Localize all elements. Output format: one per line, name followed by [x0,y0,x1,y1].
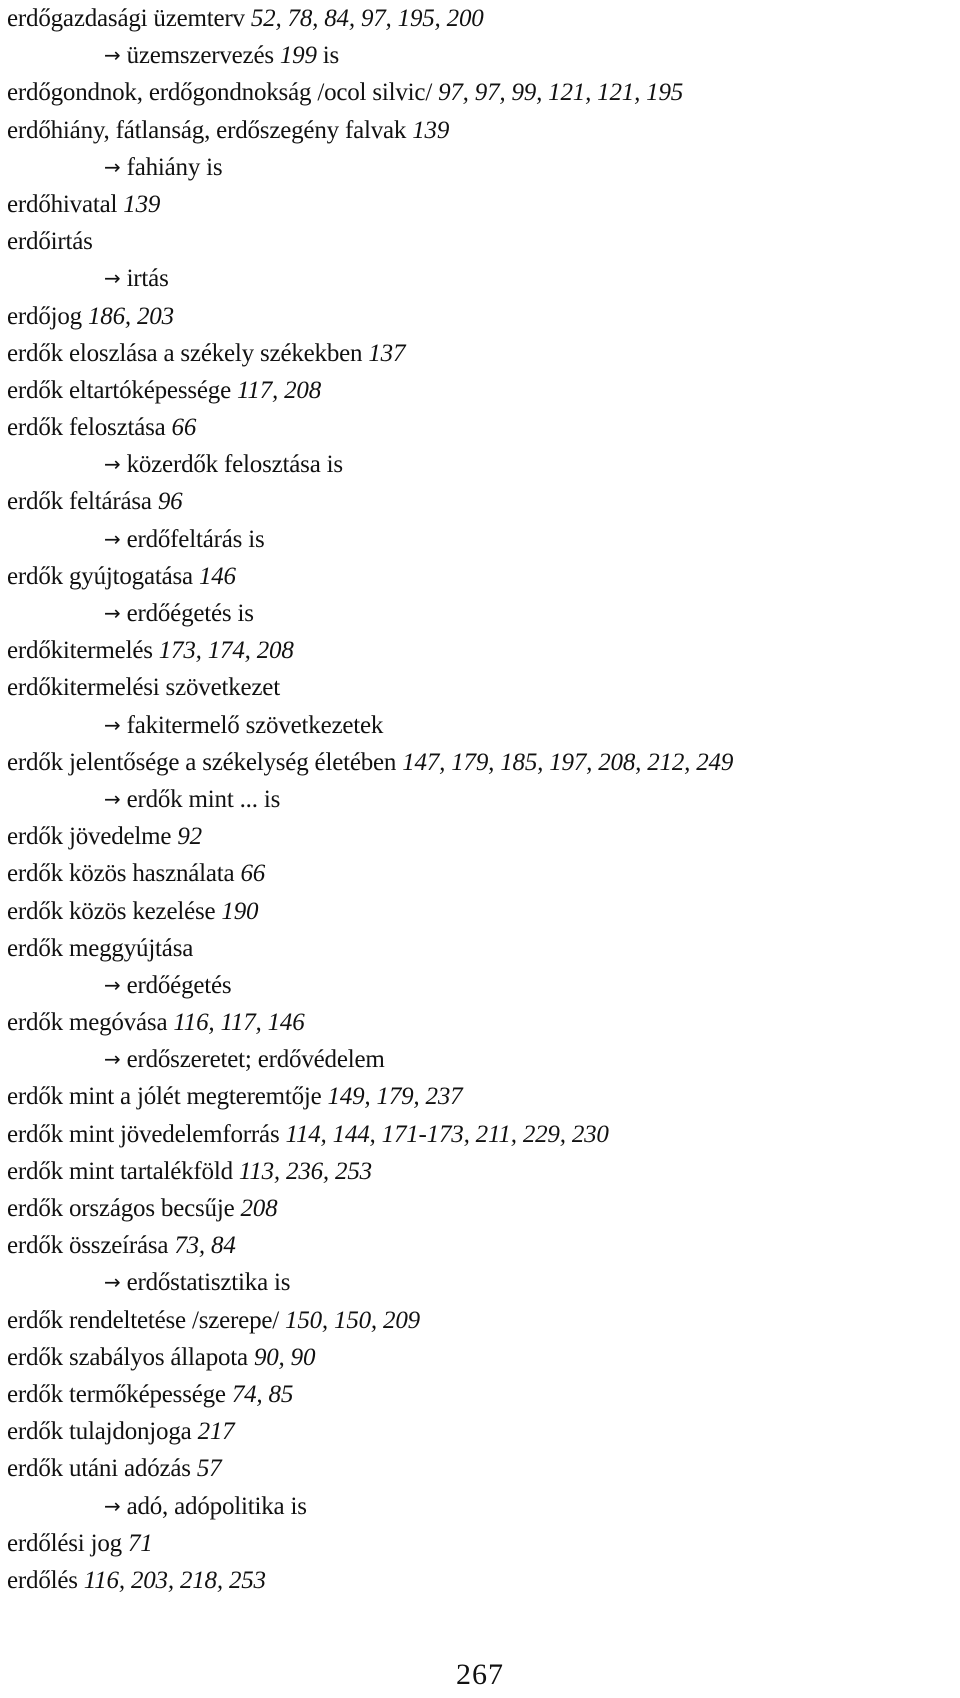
index-term: erdők jelentősége a székelység életében [7,748,397,776]
page-references: 57 [196,1455,222,1483]
arrow-right-icon: → [104,1270,121,1295]
cross-reference-entry [7,781,952,818]
index-term: erdőstatisztika is [126,1269,291,1297]
index-term: fakitermelő szövetkezetek [126,711,384,739]
index-entry [7,372,952,409]
index-term: erdők eloszlása a székely székekben [7,339,363,367]
arrow-right-icon: → [104,1493,121,1518]
arrow-right-icon: → [104,154,121,179]
page-references: 146 [198,562,236,590]
page-references: 147, 179, 185, 197, 208, 212, 249 [402,748,734,776]
index-entry [7,1227,952,1264]
index-term: erdők feltárása [7,488,152,516]
index-entry [7,1562,952,1599]
arrow-right-icon: → [104,786,121,811]
index-entry [7,669,952,706]
index-term: erdők mint a jólét megteremtője [7,1083,322,1111]
index-term: erdők rendeltetése /szerepe/ [7,1306,280,1334]
page-references: 71 [127,1529,153,1557]
page-references: 117, 208 [236,376,322,404]
cross-reference-entry [7,260,952,297]
index-term: erdőlési jog [7,1529,122,1557]
index-entry [7,632,952,669]
cross-reference-entry [7,1264,952,1301]
index-entry [7,483,952,520]
index-entry [7,335,952,372]
index-term: erdők közös használata [7,860,235,888]
cross-reference-entry [7,595,952,632]
index-term: erdőszeretet; erdővédelem [126,1046,385,1074]
arrow-right-icon: → [104,266,121,291]
page-number: 267 [456,1658,504,1691]
index-entry [7,558,952,595]
page-references: 199 [279,42,317,70]
index-term: erdők gyújtogatása [7,562,193,590]
page-references: 208 [240,1195,278,1222]
index-entry [7,1339,952,1376]
index-entry [7,1116,952,1153]
index-entry [7,223,952,260]
index-entry [7,112,952,149]
index-term: erdők megóvása [7,1009,168,1037]
index-entry [7,1450,952,1487]
index-term: erdők jövedelme [7,823,172,851]
index-term: erdők meggyújtása [7,934,194,962]
index-term: erdőjog [7,302,82,330]
index-entry [7,855,952,892]
page-references: 74, 85 [231,1380,294,1408]
page-references: 149, 179, 237 [327,1083,463,1111]
page-references: 113, 236, 253 [238,1157,372,1185]
index-term: erdőkitermelési szövetkezet [7,674,280,702]
cross-reference-entry [7,521,952,558]
cross-reference-entry [7,967,952,1004]
page-references: 217 [197,1418,235,1446]
index-term: üzemszervezés [126,42,274,70]
index-entry [7,1302,952,1339]
index-term: erdők mint ... is [126,785,281,813]
index-term: erdőirtás [7,228,93,256]
page-references: 52, 78, 84, 97, 195, 200 [250,5,484,32]
page-references: 139 [412,116,450,144]
index-term: erdők országos becsűje [7,1195,235,1222]
index-entry-list [7,0,952,1599]
index-term: erdők mint jövedelemforrás [7,1120,280,1148]
index-entry [7,74,952,111]
page-references: 190 [221,897,259,925]
index-entry [7,0,952,37]
index-entry [7,744,952,781]
cross-reference-entry [7,707,952,744]
page-references: 97, 97, 99, 121, 121, 195 [438,79,684,107]
index-term: adó, adópolitika is [126,1492,307,1520]
cross-reference-entry [7,37,952,74]
index-term: közerdők felosztása is [126,451,343,479]
page-references: 92 [177,823,202,851]
page-references: 116, 117, 146 [173,1009,305,1037]
index-term: erdők szabályos állapota [7,1343,248,1371]
page-references: 150, 150, 209 [285,1306,420,1334]
page-references: 116, 203, 218, 253 [83,1566,266,1594]
index-term: irtás [126,265,169,293]
arrow-right-icon: → [104,972,121,997]
index-entry [7,298,952,335]
index-term: erdők tulajdonjoga [7,1418,192,1446]
index-entry [7,409,952,446]
page-references: 66 [171,414,197,442]
arrow-right-icon: → [104,1047,121,1072]
index-term: erdők felosztása [7,414,166,442]
index-term: erdőkitermelés [7,637,153,665]
index-entry [7,818,952,855]
index-entry [7,1413,952,1450]
index-entry [7,1376,952,1413]
page-references: 90, 90 [253,1343,316,1371]
index-term: erdőhiány, fátlanság, erdőszegény falvak [7,116,407,144]
index-entry [7,186,952,223]
index-entry [7,930,952,967]
index-entry [7,1078,952,1115]
page-references: 73, 84 [174,1232,236,1260]
arrow-right-icon: → [104,601,121,625]
index-term: erdőhivatal [7,190,118,218]
index-entry [7,1190,952,1227]
arrow-right-icon: → [104,526,121,551]
cross-reference-entry [7,1488,952,1525]
page-references: 139 [123,190,161,218]
index-term: erdőgazdasági üzemterv [7,5,245,32]
index-term: erdők közös kezelése [7,897,216,925]
arrow-right-icon: → [104,43,121,68]
arrow-right-icon: → [104,712,121,737]
cross-reference-entry [7,149,952,186]
cross-reference-entry [7,1041,952,1078]
index-term: erdők utáni adózás [7,1455,191,1483]
index-term: fahiány is [126,153,223,181]
index-term: erdők összeírása [7,1232,169,1260]
index-term: erdők eltartóképessége [7,376,231,404]
index-term: erdőfeltárás is [126,525,265,553]
index-term: erdők termőképessége [7,1380,226,1408]
index-term: erdőlés [7,1566,78,1594]
page-references: 186, 203 [87,302,174,330]
index-term: erdők mint tartalékföld [7,1157,233,1185]
index-term: erdőégetés is [126,600,254,627]
cross-reference-entry [7,446,952,483]
arrow-right-icon: → [104,452,121,477]
page-references: 137 [368,339,406,367]
page-references: 66 [240,860,266,888]
page-references: 96 [157,488,183,516]
index-term: erdőégetés [126,971,232,999]
index-entry [7,893,952,930]
index-entry [7,1525,952,1562]
page-references: 173, 174, 208 [158,637,294,665]
index-term: erdőgondnok, erdőgondnokság /ocol silvic/ [7,79,433,107]
reference-suffix: is [322,42,340,70]
page-references: 114, 144, 171-173, 211, 229, 230 [285,1120,609,1148]
index-entry [7,1153,952,1190]
index-entry [7,1004,952,1041]
